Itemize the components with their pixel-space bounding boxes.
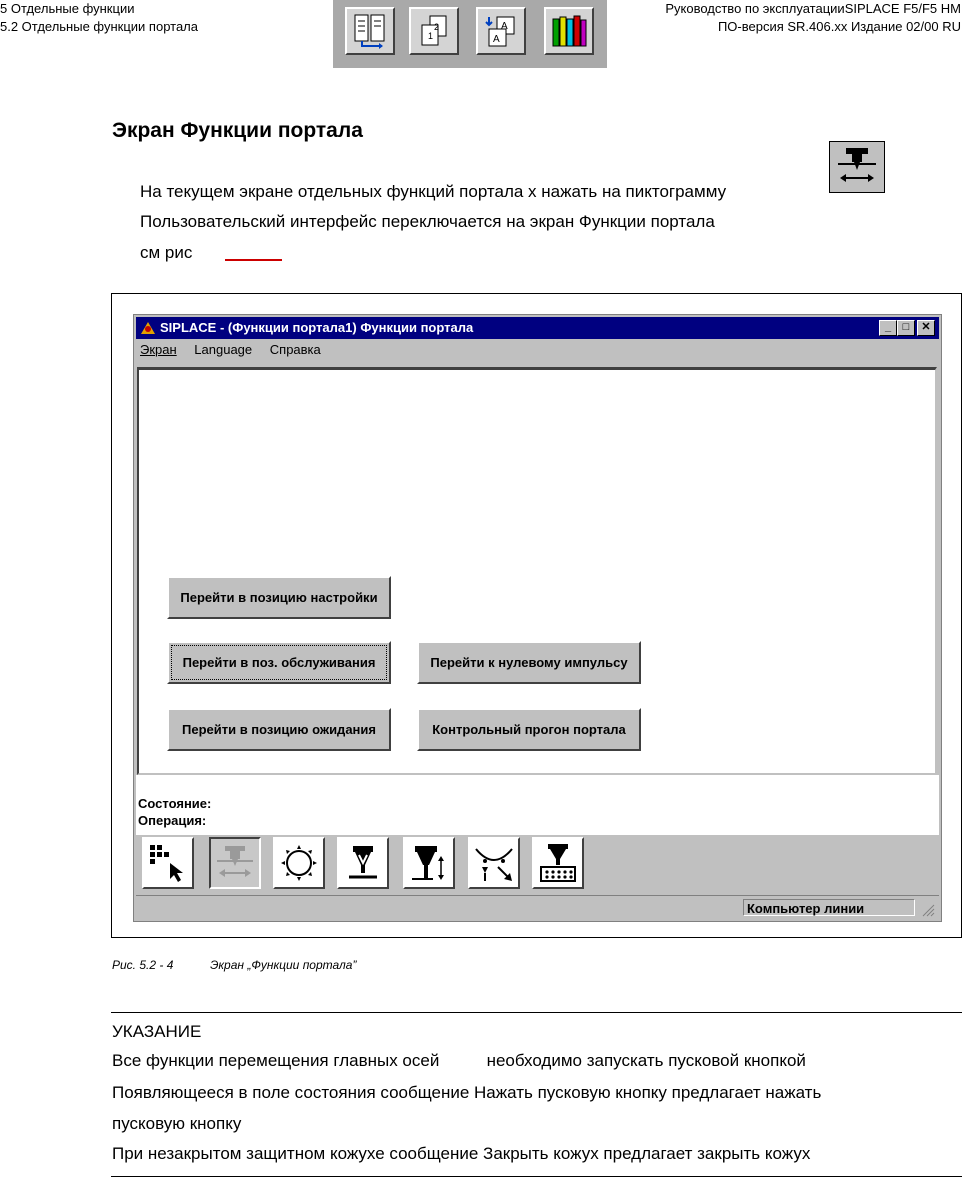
- svg-text:A: A: [493, 34, 500, 45]
- operation-label: Операция:: [138, 813, 207, 828]
- goto-wait-position-button[interactable]: Перейти в позицию ожидания: [167, 708, 391, 751]
- figure-reference-blank: [225, 259, 282, 261]
- page-icon: [416, 13, 452, 49]
- toolbar-sun-button[interactable]: [273, 837, 325, 889]
- toolbar-gantry-button[interactable]: [209, 837, 261, 889]
- client-area: [137, 367, 937, 775]
- svg-text:2: 2: [434, 22, 440, 32]
- svg-text:A: A: [501, 21, 508, 32]
- note-line-2: Появляющееся в поле состояния сообщение Нажать пусковую кнопку предлагает нажать: [112, 1083, 822, 1102]
- body-line-2: Пользовательский интерфейс переключается на экран Функции портала: [140, 212, 715, 231]
- toolbar-select-button[interactable]: [142, 837, 194, 889]
- menu-language[interactable]: Language: [194, 342, 253, 357]
- header-version: ПО-версия SR.406.xx Издание 02/00 RU: [717, 19, 961, 34]
- figure-caption: [112, 958, 356, 972]
- gantry-icon: [830, 142, 884, 192]
- goto-service-position-button[interactable]: Перейти в поз. обслуживания: [167, 641, 391, 684]
- note-bottom-rule: [111, 1176, 962, 1177]
- status-label: Состояние:: [138, 796, 212, 811]
- note-heading: УКАЗАНИЕ: [112, 1022, 202, 1041]
- goto-setup-position-button[interactable]: Перейти в позицию настройки: [167, 576, 391, 619]
- page-title: Экран Функции портала: [112, 119, 363, 142]
- header-manual: Руководство по эксплуатацииSIPLACE F5/F5 HM: [665, 1, 961, 16]
- contents-icon: [352, 13, 388, 49]
- gantry-icon: [213, 841, 257, 885]
- svg-text:1: 1: [428, 31, 434, 41]
- index-icon: [483, 13, 519, 49]
- nozzle-icon: [341, 841, 385, 885]
- goto-zero-pulse-button[interactable]: Перейти к нулевому импульсу: [417, 641, 641, 684]
- app-window: [133, 314, 942, 922]
- header-section: 5.2 Отдельные функции портала: [0, 19, 198, 34]
- maximize-button[interactable]: [897, 320, 915, 336]
- status-area: [136, 775, 939, 835]
- gantry-function-icon-box: [829, 141, 885, 193]
- toolbar-nozzle-button[interactable]: [337, 837, 389, 889]
- app-logo-icon: [139, 320, 157, 336]
- close-button[interactable]: [917, 320, 935, 336]
- nozzle-height-icon: [407, 841, 451, 885]
- gantry-test-run-button[interactable]: Контрольный прогон портала: [417, 708, 641, 751]
- figure-number: Рис. 5.2 - 4: [112, 958, 174, 972]
- books-icon: [550, 13, 588, 49]
- toolbar-nozzle-height-button[interactable]: [403, 837, 455, 889]
- menu-bar: [140, 342, 335, 357]
- body-line-3: см рис: [140, 243, 193, 262]
- close-icon: ✕: [921, 321, 931, 333]
- body-line-1: На текущем экране отдельных функций портала х нажать на пиктограмму: [140, 182, 727, 201]
- toolbar-feeder-button[interactable]: [532, 837, 584, 889]
- menu-help[interactable]: Справка: [269, 342, 321, 357]
- minimize-button[interactable]: [879, 320, 897, 336]
- header-chapter: 5 Отдельные функции: [0, 1, 135, 16]
- note-line-3: пусковую кнопку: [112, 1114, 242, 1133]
- select-icon: [146, 841, 190, 885]
- contents-button[interactable]: [345, 7, 395, 55]
- navigation-bar: [333, 0, 607, 68]
- note-line-1: Все функции перемещения главных осей необходимо запускать пусковой кнопкой: [112, 1051, 806, 1070]
- page-button[interactable]: [409, 7, 459, 55]
- resize-grip-icon[interactable]: [921, 903, 935, 917]
- function-toolbar: [136, 835, 939, 893]
- maximize-icon: □: [902, 321, 910, 333]
- rotate-icon: [472, 841, 516, 885]
- menu-screen[interactable]: Экран: [140, 342, 177, 357]
- sun-icon: [277, 841, 321, 885]
- library-button[interactable]: [544, 7, 594, 55]
- window-titlebar[interactable]: [136, 317, 939, 339]
- minimize-icon: _: [884, 321, 892, 333]
- toolbar-rotate-button[interactable]: [468, 837, 520, 889]
- window-title: SIPLACE - (Функции портала1) Функции портала: [160, 320, 474, 335]
- note-line-4: При незакрытом защитном кожухе сообщение Закрыть кожух предлагает закрыть кожух: [112, 1144, 811, 1163]
- index-button[interactable]: [476, 7, 526, 55]
- status-bar: [136, 895, 939, 920]
- feeder-icon: [536, 841, 580, 885]
- note-top-rule: [111, 1012, 962, 1013]
- figure-title: Экран „Функции портала”: [210, 958, 357, 972]
- statusbar-computer-panel: Компьютер линии: [743, 899, 915, 916]
